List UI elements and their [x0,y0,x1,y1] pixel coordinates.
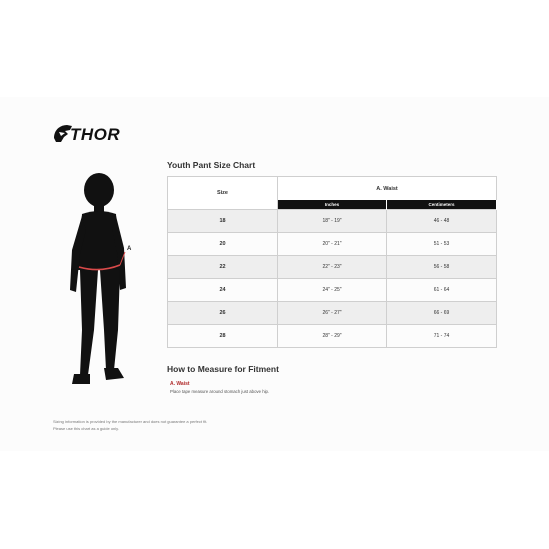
inches-cell: 18" - 19" [278,210,387,233]
size-cell: 28 [168,325,278,348]
cm-cell: 66 - 69 [387,302,497,325]
inches-cell: 28" - 29" [278,325,387,348]
measure-section-title: How to Measure for Fitment [167,364,279,374]
size-cell: 18 [168,210,278,233]
disclaimer [53,418,207,432]
inches-cell: 24" - 25" [278,279,387,302]
table-row [168,210,497,233]
brand-logo-text: THOR [70,125,121,144]
table-row [168,256,497,279]
centimeters-column-header: Centimeters [387,200,497,210]
waist-group-header: A. Waist [278,177,497,201]
disclaimer-line: Please use this chart as a guide only. [53,426,119,431]
inches-column-header: Inches [278,200,387,210]
cm-cell: 71 - 74 [387,325,497,348]
size-cell: 20 [168,233,278,256]
table-row [168,279,497,302]
inches-cell: 22" - 23" [278,256,387,279]
size-cell: 24 [168,279,278,302]
measure-waist-description: Place tape measure around stomach just above hip. [170,389,270,394]
cm-cell: 51 - 53 [387,233,497,256]
size-cell: 26 [168,302,278,325]
table-row [168,302,497,325]
size-table [167,176,497,348]
waist-marker-label: A [127,246,132,252]
disclaimer-line: Sizing information is provided by the manufacturer and does not guarantee a perfect fit. [53,419,208,424]
measure-waist-label: A. Waist [170,381,190,387]
child-silhouette-figure [62,170,142,392]
cm-cell: 61 - 64 [387,279,497,302]
inches-cell: 26" - 27" [278,302,387,325]
chart-title: Youth Pant Size Chart [167,160,256,170]
cm-cell: 46 - 48 [387,210,497,233]
table-row [168,233,497,256]
cm-cell: 56 - 58 [387,256,497,279]
table-row [168,325,497,348]
inches-cell: 20" - 21" [278,233,387,256]
size-column-header: Size [168,177,278,210]
size-cell: 22 [168,256,278,279]
